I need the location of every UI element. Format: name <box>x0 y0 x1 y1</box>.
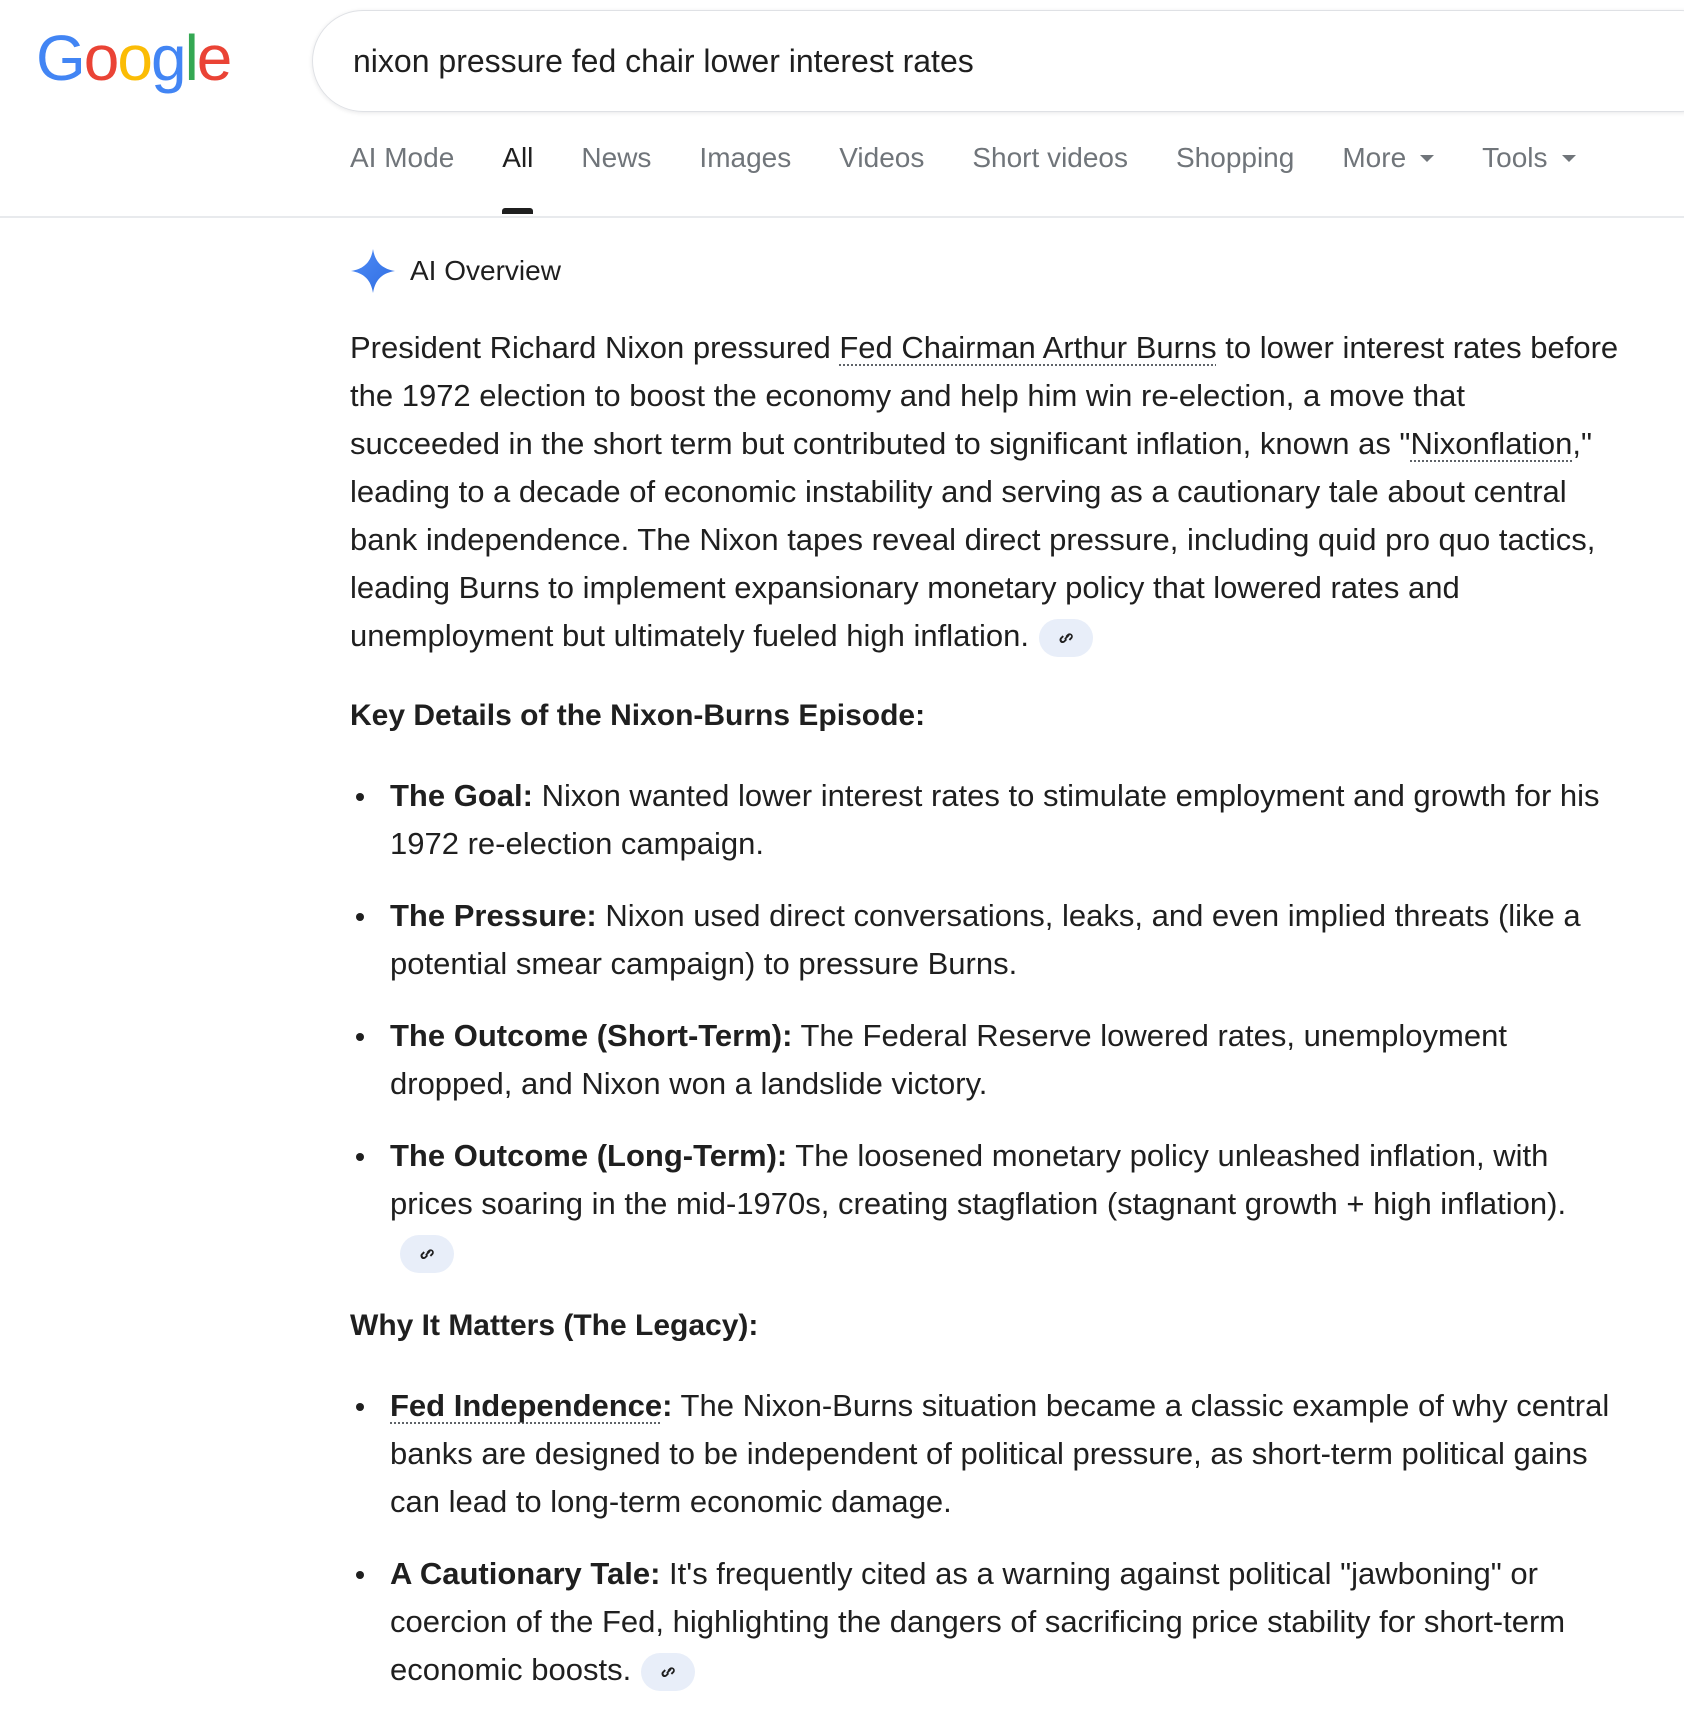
search-input[interactable] <box>353 39 1453 83</box>
logo-letter: e <box>196 22 231 94</box>
item-text: Nixon used direct conversations, leaks, and even implied threats (like a potential smear campaign) to pressure Burns. <box>390 898 1581 981</box>
ai-overview-header <box>350 248 561 294</box>
link-icon <box>416 1243 438 1265</box>
tab-more[interactable] <box>1342 140 1434 176</box>
tab-label: Tools <box>1482 142 1548 173</box>
logo-letter: l <box>184 22 197 94</box>
key-details-heading: Key Details of the Nixon-Burns Episode: <box>350 699 926 732</box>
tab-all[interactable] <box>502 140 533 176</box>
sparkle-icon <box>350 248 396 294</box>
intro-text: President Richard Nixon pressured <box>350 330 840 365</box>
why-it-matters-heading: Why It Matters (The Legacy): <box>350 1309 759 1342</box>
nixonflation-link[interactable]: Nixonflation <box>1410 426 1573 461</box>
item-label: A Cautionary Tale: <box>390 1556 661 1591</box>
header-divider <box>0 216 1684 218</box>
list-item <box>350 1550 1620 1694</box>
tab-shopping[interactable] <box>1176 140 1294 176</box>
item-label: The Outcome (Long-Term): <box>390 1138 788 1173</box>
link-icon <box>1055 627 1077 649</box>
item-text: The loosened monetary policy unleashed inflation, with prices soaring in the mid-1970s, creating stagflation (stagnant growth + high inflation). <box>390 1138 1567 1221</box>
source-link-button[interactable] <box>1039 619 1093 657</box>
logo-letter: o <box>83 22 118 94</box>
item-colon: : <box>662 1388 673 1423</box>
tab-label: Videos <box>839 142 925 173</box>
key-details-list <box>350 772 1620 1276</box>
tab-label: Short videos <box>972 142 1128 173</box>
list-item <box>350 1012 1620 1108</box>
item-text: It's frequently cited as a warning against political "jawboning" or coercion of the Fed, highlighting the dangers of sacrificing price stability for short-term economic boosts. <box>390 1556 1566 1687</box>
link-icon <box>657 1661 679 1683</box>
intro-text: to lower interest rates before the 1972 election to boost the economy and help him win re-election, a move that succeeded in the short term but contributed to significant inflation, known as " <box>350 330 1619 461</box>
tab-label: AI Mode <box>350 142 455 173</box>
logo-letter: g <box>150 22 185 94</box>
tab-label: Images <box>699 142 792 173</box>
caret-down-icon <box>1420 155 1434 162</box>
tab-tools[interactable] <box>1482 140 1575 176</box>
tab-news[interactable] <box>581 140 651 176</box>
tab-images[interactable] <box>699 140 791 176</box>
item-label: The Outcome (Short-Term): <box>390 1018 793 1053</box>
search-box[interactable] <box>312 10 1684 112</box>
tab-videos[interactable] <box>839 140 924 176</box>
tab-ai-mode[interactable] <box>350 140 454 176</box>
ai-overview-title: AI Overview <box>410 255 561 286</box>
search-tabs <box>350 140 1624 216</box>
tab-label: Shopping <box>1176 142 1295 173</box>
source-link-button[interactable] <box>641 1653 695 1691</box>
tab-short-videos[interactable] <box>972 140 1128 176</box>
list-item <box>350 772 1620 868</box>
item-label: The Goal: <box>390 778 533 813</box>
logo-letter: o <box>117 22 151 94</box>
list-item <box>350 1132 1620 1276</box>
tab-label: All <box>502 142 534 173</box>
logo-letter: G <box>36 22 84 94</box>
caret-down-icon <box>1562 155 1576 162</box>
source-link-button[interactable] <box>400 1235 454 1273</box>
tab-label: More <box>1342 142 1407 173</box>
ai-overview-content <box>350 324 1620 1694</box>
intro-text: ," leading to a decade of economic instability and serving as a cautionary tale about central bank independence. The Nixon tapes reveal direct pressure, including quid pro quo tactics, leading Burns to implement expansionary monetary policy that lowered rates and unemployment but ultimately fueled high inflation. <box>350 426 1596 653</box>
fed-chairman-link[interactable]: Fed Chairman Arthur Burns <box>839 330 1217 365</box>
item-text: Nixon wanted lower interest rates to stimulate employment and growth for his 1972 re-election campaign. <box>390 778 1600 861</box>
tab-label: News <box>581 142 652 173</box>
fed-independence-link[interactable]: Fed Independence <box>390 1388 663 1423</box>
google-logo[interactable] <box>36 18 230 98</box>
ai-overview-intro <box>350 324 1620 660</box>
item-text: The Nixon-Burns situation became a classic example of why central banks are designed to be independent of political pressure, as short-term political gains can lead to long-term economic damage. <box>390 1388 1610 1519</box>
list-item <box>350 1382 1620 1526</box>
why-it-matters-list <box>350 1382 1620 1694</box>
item-text: The Federal Reserve lowered rates, unemployment dropped, and Nixon won a landslide victory. <box>390 1018 1507 1101</box>
item-label: The Pressure: <box>390 898 597 933</box>
list-item <box>350 892 1620 988</box>
